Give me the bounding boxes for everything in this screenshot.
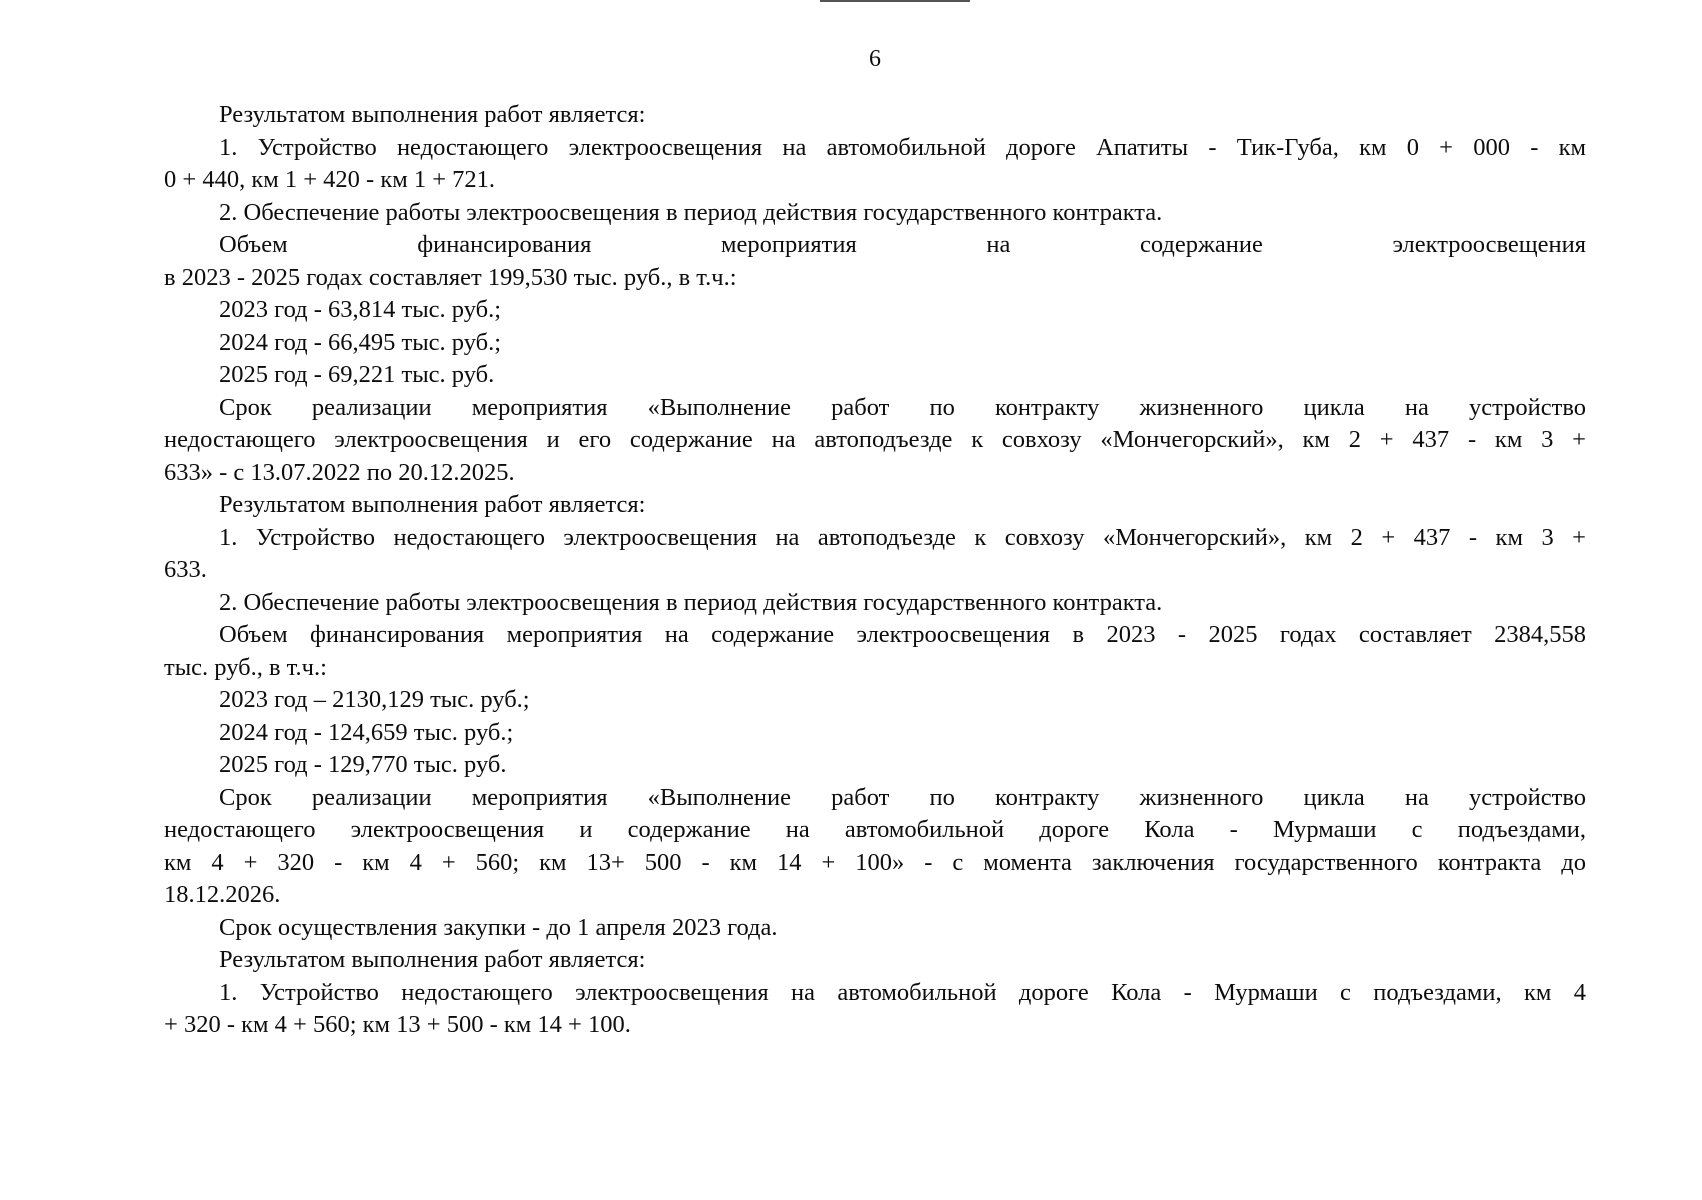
paragraph-text: Срок осуществления закупки - до 1 апреля 2023 года. bbox=[219, 913, 778, 941]
paragraph bbox=[164, 359, 1586, 392]
paragraph bbox=[164, 522, 1586, 587]
paragraph-line: 1. Устройство недостающего электроосвещения на автомобильной дороге Апатиты - Тик-Губа, км 0 + 000 - км bbox=[219, 133, 1586, 161]
paragraph-line: тыс. руб., в т.ч.: bbox=[164, 653, 327, 681]
paragraph-line: недостающего электроосвещения и его содержание на автоподъезде к совхозу «Мончегорский», км 2 + 437 - км 3 + bbox=[164, 426, 1586, 453]
paragraph-line: 0 + 440, км 1 + 420 - км 1 + 721. bbox=[164, 166, 496, 193]
paragraph bbox=[164, 327, 1586, 360]
paragraph-text: Результатом выполнения работ является: bbox=[219, 101, 646, 128]
paragraph-text: 2024 год - 124,659 тыс. руб.; bbox=[219, 718, 514, 746]
page-number: 6 bbox=[869, 46, 881, 72]
paragraph-line: 633» - с 13.07.2022 по 20.12.2025. bbox=[164, 458, 515, 486]
paragraph bbox=[164, 392, 1586, 490]
paragraph-line: 1. Устройство недостающего электроосвещения на автоподъезде к совхозу «Мончегорский», км 2 + 437 - км 3 + bbox=[219, 523, 1586, 551]
paragraph bbox=[164, 587, 1586, 620]
paragraph-text: Результатом выполнения работ является: bbox=[219, 491, 646, 518]
paragraph-line: км 4 + 320 - км 4 + 560; км 13+ 500 - км 14 + 100» - с момента заключения государственного контракта до bbox=[164, 848, 1586, 876]
paragraph-line: Срок реализации мероприятия «Выполнение работ по контракту жизненного цикла на устройство bbox=[219, 783, 1586, 811]
paragraph-text: Результатом выполнения работ является: bbox=[219, 946, 646, 973]
paragraph-line: Срок реализации мероприятия «Выполнение работ по контракту жизненного цикла на устройство bbox=[219, 393, 1586, 421]
paragraph-text: 2023 год – 2130,129 тыс. руб.; bbox=[219, 686, 530, 713]
paragraph bbox=[164, 619, 1586, 684]
paragraph-text: 2. Обеспечение работы электроосвещения в период действия государственного контракта. bbox=[219, 198, 1163, 226]
paragraph bbox=[164, 912, 1586, 945]
paragraph-line: в 2023 - 2025 годах составляет 199,530 тыс. руб., в т.ч.: bbox=[164, 263, 737, 291]
paragraph bbox=[164, 99, 1586, 132]
paragraph bbox=[164, 489, 1586, 522]
paragraph-text: 2025 год - 129,770 тыс. руб. bbox=[219, 751, 507, 778]
paragraph bbox=[164, 197, 1586, 230]
paragraph-text: 2. Обеспечение работы электроосвещения в период действия государственного контракта. bbox=[219, 588, 1163, 616]
paragraph bbox=[164, 944, 1586, 977]
paragraph-text: 2025 год - 69,221 тыс. руб. bbox=[219, 361, 495, 388]
paragraph bbox=[164, 977, 1586, 1042]
paragraph bbox=[164, 717, 1586, 750]
document-body bbox=[164, 99, 1586, 1042]
paragraph-line: 633. bbox=[164, 556, 207, 583]
paragraph-text: 2024 год - 66,495 тыс. руб.; bbox=[219, 328, 502, 356]
top-rule bbox=[820, 0, 970, 2]
paragraph bbox=[164, 294, 1586, 327]
paragraph bbox=[164, 749, 1586, 782]
paragraph-line: Объем финансирования мероприятия на содержание электроосвещения в 2023 - 2025 годах составляет 2384,558 bbox=[219, 621, 1586, 648]
paragraph bbox=[164, 684, 1586, 717]
paragraph-line: недостающего электроосвещения и содержание на автомобильной дороге Кола - Мурмаши с подъездами, bbox=[164, 816, 1586, 843]
paragraph-line: 1. Устройство недостающего электроосвещения на автомобильной дороге Кола - Мурмаши с подъездами, км 4 bbox=[219, 978, 1586, 1006]
paragraph bbox=[164, 229, 1586, 294]
paragraph-line: 18.12.2026. bbox=[164, 881, 281, 908]
paragraph bbox=[164, 782, 1586, 912]
paragraph-line: + 320 - км 4 + 560; км 13 + 500 - км 14 + 100. bbox=[164, 1011, 631, 1038]
paragraph-line: Объем финансирования мероприятия на содержание электроосвещения bbox=[219, 231, 1586, 258]
paragraph bbox=[164, 132, 1586, 197]
paragraph-text: 2023 год - 63,814 тыс. руб.; bbox=[219, 296, 502, 323]
